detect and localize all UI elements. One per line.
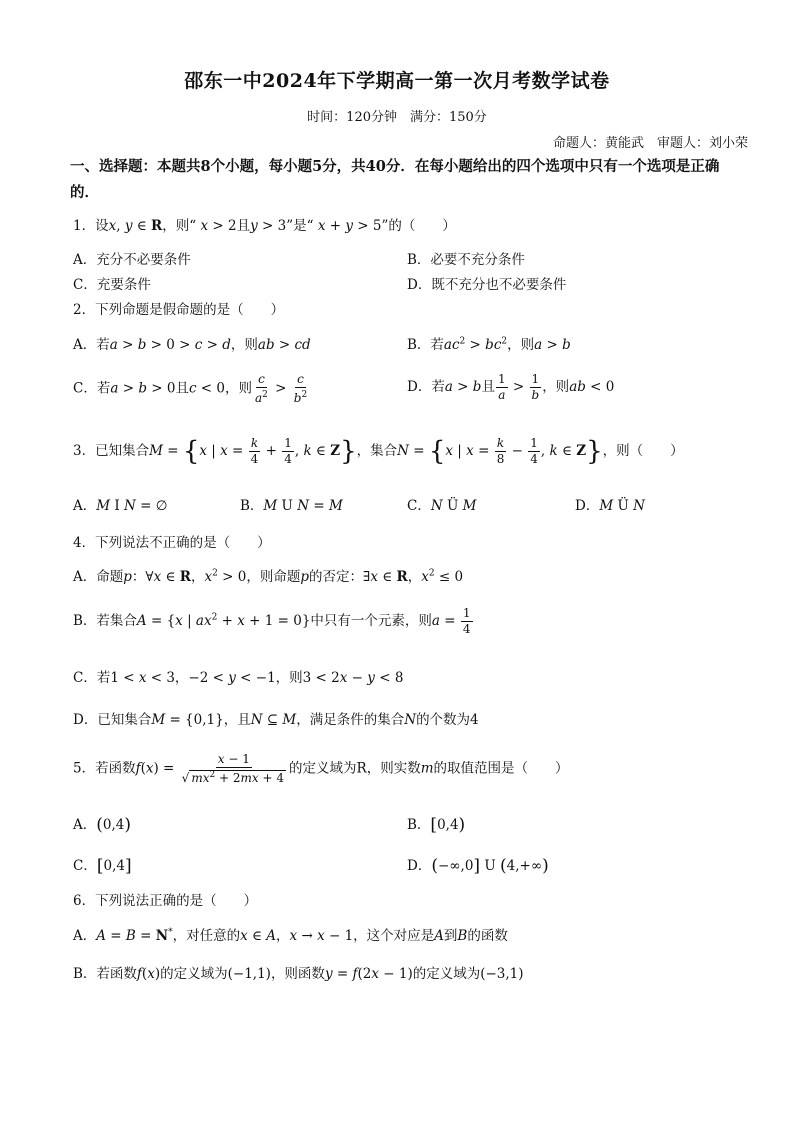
exam-authors: 命题人：黄能武 审题人：刘小荣 xyxy=(552,136,748,151)
q1-option-c: C．充要条件 xyxy=(73,277,151,293)
question-4: 4．下列说法不正确的是（ ） xyxy=(73,535,271,551)
exam-title: 邵东一中2024年下学期高一第一次月考数学试卷 xyxy=(184,70,610,92)
q2-option-d: D．若a > b且 $\frac{1}{a}$ > $\frac{1}{b}$ ，则ab < 0 xyxy=(407,372,615,402)
q2-option-b: B．若$ac^2 > bc^2$，则a > b xyxy=(407,336,571,353)
q4-option-a: A．命题p：∀x ∈ R，$x^2 > 0$，则命题p的否定：∃x ∈ R，$x^2 \le 0$ xyxy=(73,568,464,585)
q6-option-a: A．A = B = N*，对任意的x ∈ A，x → x − 1，这个对应是A到B的函数 xyxy=(73,927,508,944)
section-heading: 一、选择题：本题共8个小题，每小题5分，共40分．在每小题给出的四个选项中只有一个选项是正确的． xyxy=(70,158,720,201)
question-2: 2．下列命题是假命题的是（ ） xyxy=(73,302,285,318)
q3-option-c: C．N Ü M xyxy=(407,498,477,514)
q4-option-d: D．已知集合M = {0,1}，且N ⊆ M，满足条件的集合N的个数为4 xyxy=(73,712,479,728)
q5-option-c: C．[0,4] xyxy=(73,856,132,876)
question-5: 5．若函数f(x) = $\frac{x - 1}{√ mx^2 + 2mx + 4}$ 的定义域为R，则实数m的取值范围是（ ） xyxy=(73,752,569,785)
q4-option-b: B．若集合A = {x | $ax^2 + x + 1 = 0$}中只有一个元素，则a = $\frac{1}{4}$ xyxy=(73,606,471,636)
question-6: 6．下列说法正确的是（ ） xyxy=(73,893,258,909)
q5-option-b: B．[0,4) xyxy=(407,815,466,835)
q6-option-b: B．若函数f(x)的定义域为(−1,1)，则函数y = f(2x − 1)的定义域为(−3,1) xyxy=(73,966,524,982)
q1-option-b: B．必要不充分条件 xyxy=(407,252,525,268)
q1-option-d: D．既不充分也不必要条件 xyxy=(407,277,567,293)
question-1: 1．设x, y ∈ R，则“ x > 2且y > 3”是“ x + y > 5”的（ ） xyxy=(73,218,456,234)
exam-time-score: 时间：120分钟 满分：150分 xyxy=(307,110,487,125)
q3-option-d: D．M Ü N xyxy=(575,498,645,514)
q1-option-a: A．充分不必要条件 xyxy=(73,252,191,268)
q4-option-c: C．若1 < x < 3，−2 < y < −1，则3 < 2x − y < 8 xyxy=(73,670,404,686)
question-3: 3．已知集合M = {x | x = $\frac{k}{4}$ + $\frac{1}{4}$ , k ∈ Z}，集合N = {x | x = $\frac{k}{8}$ − $\frac{1}{4}$ , k ∈ Z}，则（ ） xyxy=(73,436,684,467)
q2-option-a: A．若a > b > 0 > c > d，则ab > cd xyxy=(73,337,311,353)
q2-option-c: C．若a > b > 0且c < 0，则 $\frac{c}{a^2}$ > $\frac{c}{b^2}$ xyxy=(73,372,308,405)
q5-option-d: D．(−∞,0] U (4,+∞) xyxy=(407,856,549,876)
q3-option-b: B．M U N = M xyxy=(240,498,343,514)
q5-option-a: A．(0,4) xyxy=(73,815,132,835)
q3-option-a: A．M I N = ∅ xyxy=(73,498,168,514)
